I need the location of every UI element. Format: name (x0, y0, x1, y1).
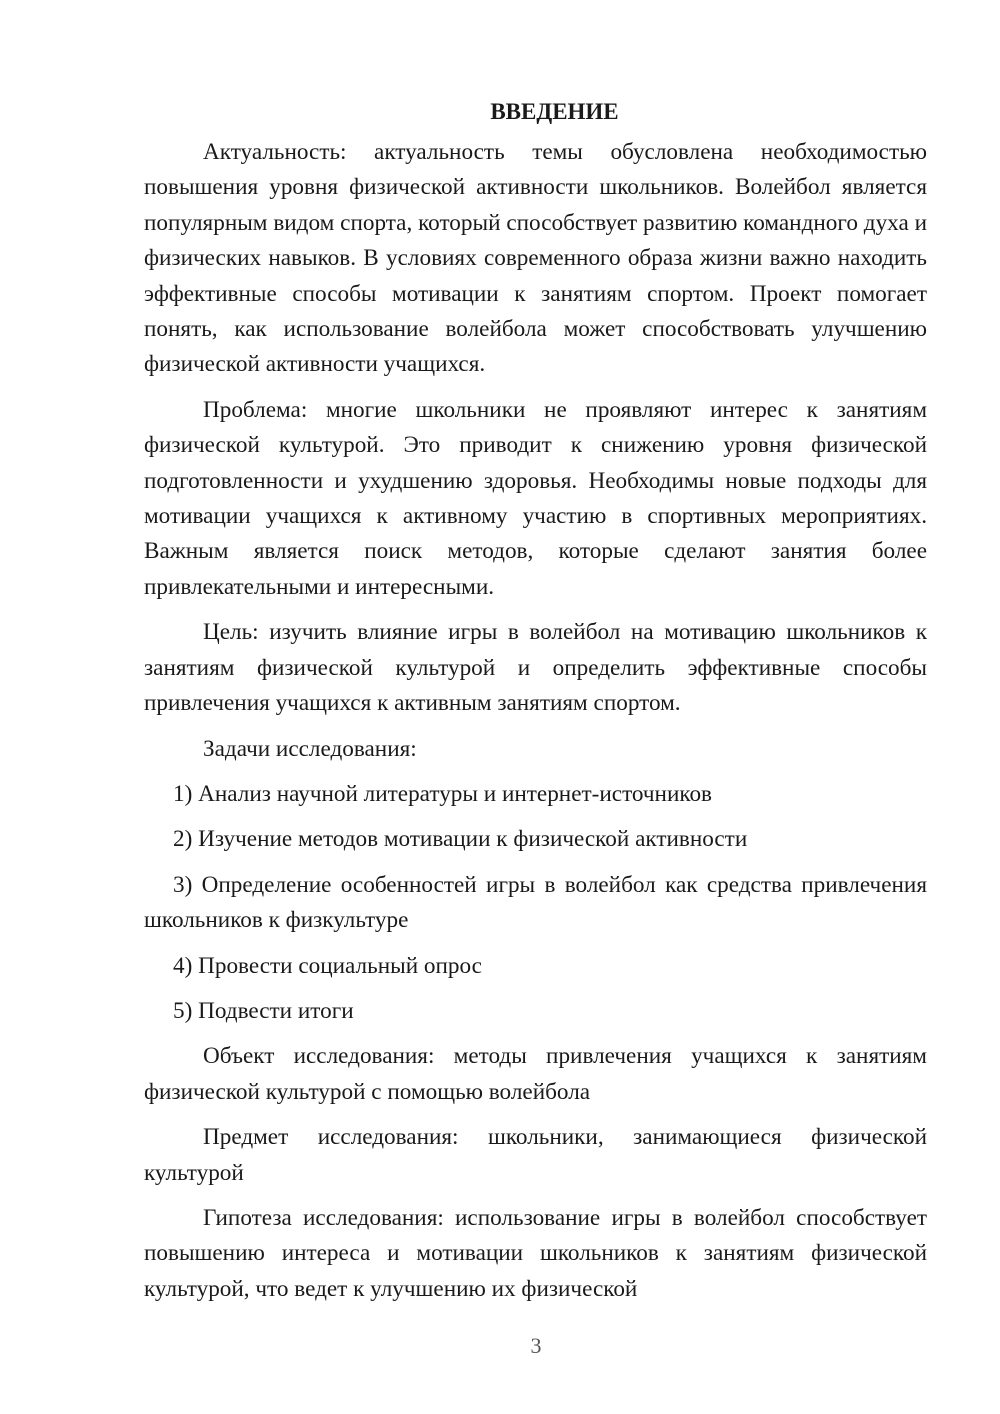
problem-paragraph: Проблема: многие школьники не проявляют интерес к занятиям физической культурой. Это приводит к снижению уровня физической подготовленности и ухудшению здоровья. Необходимы новые подходы для мотивации учащихся к активному участию в спортивных мероприятиях. Важным является поиск методов, которые сделают занятия более привлекательными и интересными. (144, 396, 927, 600)
task-item-1: 1) Анализ научной литературы и интернет-источников (173, 780, 712, 807)
section-heading: ВВЕДЕНИЕ (490, 99, 619, 124)
goal-paragraph: Цель: изучить влияние игры в волейбол на мотивацию школьников к занятиям физической культурой и определить эффективные способы привлечения учащихся к активным занятиям спортом. (144, 619, 927, 717)
relevance-paragraph: Актуальность: актуальность темы обусловлена необходимостью повышения уровня физической активности школьников. Волейбол является популярным видом спорта, который способствует развитию командного духа и физических навыков. В условиях современного образа жизни важно находить эффективные способы мотивации к занятиям спортом. Проект помогает понять, как использование волейбола может способствовать улучшению физической активности учащихся. (144, 139, 927, 378)
page-number: 3 (530, 1333, 542, 1358)
hypothesis-paragraph: Гипотеза исследования: использование игры в волейбол способствует повышению интереса и мотивации школьников к занятиям физической культурой, что ведет к улучшению их физической (144, 1204, 927, 1302)
task-item-2: 2) Изучение методов мотивации к физической активности (173, 826, 748, 853)
tasks-title: Задачи исследования: (203, 735, 417, 762)
object-paragraph: Объект исследования: методы привлечения учащихся к занятиям физической культурой с помощью волейбола (144, 1043, 927, 1105)
task-item-4: 4) Провести социальный опрос (173, 952, 482, 979)
document-body (144, 94, 927, 1317)
subject-paragraph: Предмет исследования: школьники, занимающиеся физической культурой (144, 1124, 927, 1186)
task-item-5: 5) Подвести итоги (173, 997, 354, 1024)
task-item-3: 3) Определение особенностей игры в волейбол как средства привлечения школьников к физкультуре (144, 871, 927, 934)
